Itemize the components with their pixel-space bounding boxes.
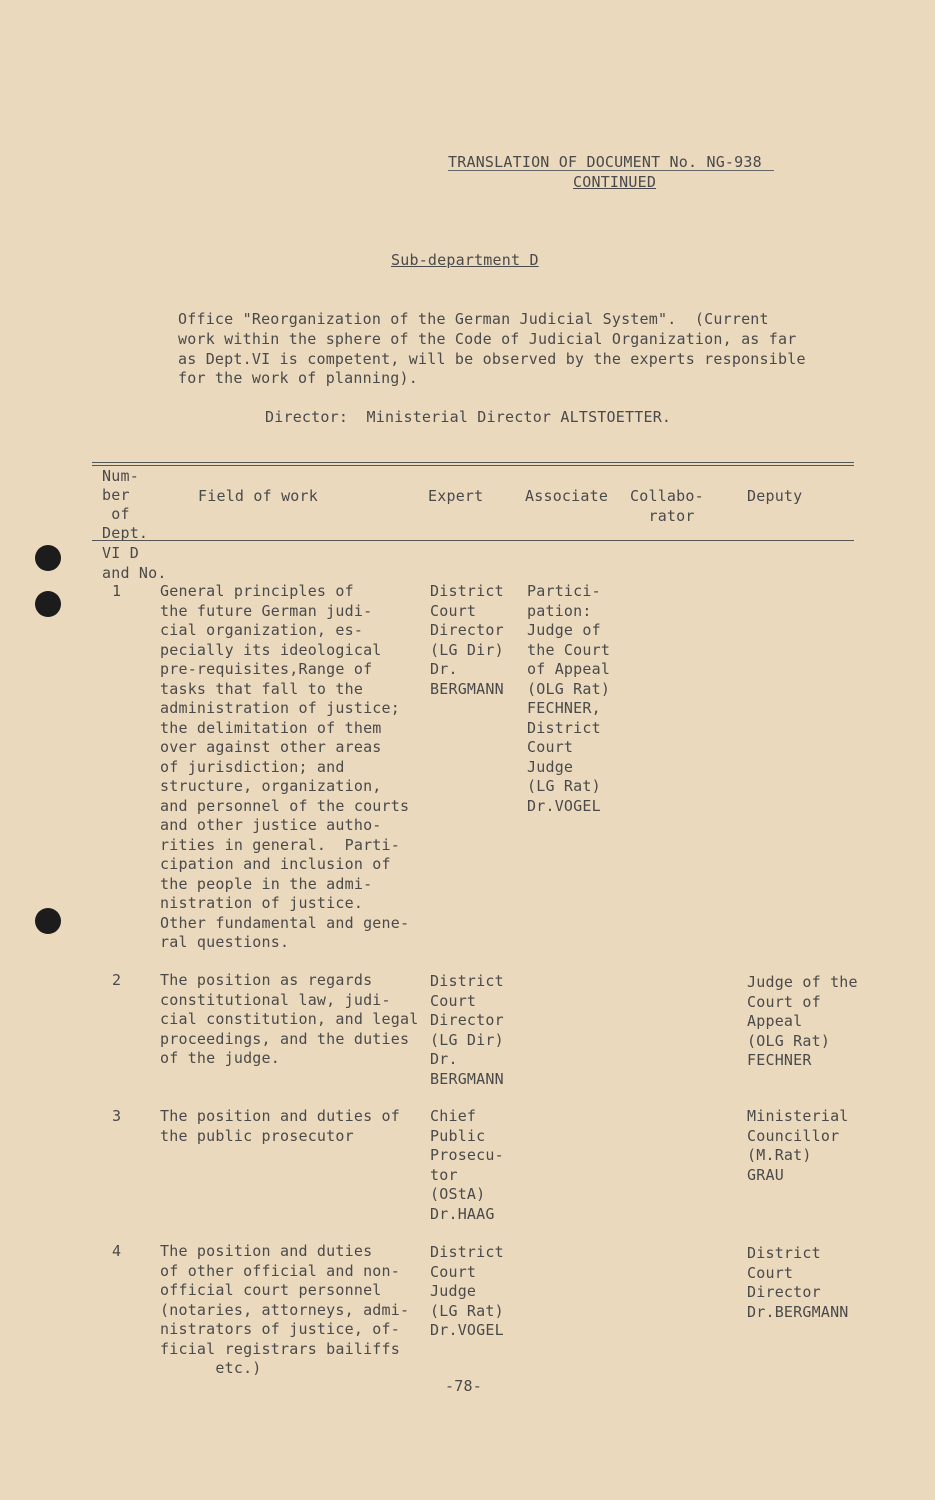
row-4-deputy: District Court Director Dr.BERGMANN [747, 1244, 849, 1321]
header-underline [448, 170, 774, 171]
row-2-field: The position as regards constitutional law, judi- cial constitution, and legal proceedings, and the duties of the judge. [160, 971, 419, 1067]
intro-line-4: for the work of planning). [178, 369, 418, 387]
row-1-expert: District Court Director (LG Dir) Dr. BERGMANN [430, 582, 504, 698]
subdepartment-title: Sub-department D [391, 251, 539, 269]
punch-hole-top [35, 545, 61, 571]
header-associate: Associate [525, 487, 609, 505]
row-4-expert: District Court Judge (LG Rat) Dr.VOGEL [430, 1243, 504, 1339]
intro-line-1: Office "Reorganization of the German Judicial System". (Current [178, 310, 769, 328]
row-3-field: The position and duties of the public prosecutor [160, 1107, 400, 1145]
continued-label: CONTINUED [573, 173, 657, 191]
header-collaborator: Collabo- rator [630, 487, 704, 525]
dept-label: VI D and No. [102, 544, 167, 582]
intro-line-2: work within the sphere of the Code of Judicial Organization, as far [178, 330, 797, 348]
translation-header: TRANSLATION OF DOCUMENT No. NG-938 [448, 153, 762, 171]
row-2-number: 2 [112, 971, 122, 989]
header-field: Field of work [198, 487, 318, 505]
row-4-field: The position and duties of other official and non- official court personnel (notaries, attorneys, admi- nistrators of justice, of- ficial registrars bailiffs etc.) [160, 1242, 410, 1377]
punch-hole-lower [35, 908, 61, 934]
header-deputy: Deputy [747, 487, 803, 505]
header-expert: Expert [428, 487, 484, 505]
row-3-deputy: Ministerial Councillor (M.Rat) GRAU [747, 1107, 849, 1184]
director-line: Director: Ministerial Director ALTSTOETTER. [265, 408, 672, 426]
row-1-associate: Partici- pation: Judge of the Court of Appeal (OLG Rat) FECHNER, District Court Judge (LG Rat) Dr.VOGEL [527, 582, 611, 815]
row-4-number: 4 [112, 1242, 122, 1260]
row-2-expert: District Court Director (LG Dir) Dr. BERGMANN [430, 972, 504, 1088]
table-top-rule [92, 462, 854, 463]
punch-hole-upper [35, 591, 61, 617]
table-top-rule-2 [92, 465, 854, 466]
table-header-rule [92, 540, 854, 541]
row-3-expert: Chief Public Prosecu- tor (OStA) Dr.HAAG [430, 1107, 504, 1223]
header-number: Num- ber of Dept. [102, 467, 149, 542]
intro-line-3: as Dept.VI is competent, will be observed by the experts responsible [178, 350, 806, 368]
row-1-number: 1 [112, 582, 122, 600]
row-1-field: General principles of the future German judi- cial organization, es- pecially its ideological pre-requisites,Range of tasks that fall to the administration of justice; the delimitation of them over against other areas of jurisdiction; and structure, organization, and personnel of the courts and other justice autho- rities in general. Parti- cipation and inclusion of the people in the admi- nistration of justice. Other fundamental and gene- ral questions. [160, 582, 410, 951]
page-number: -78- [445, 1377, 482, 1395]
row-2-deputy: Judge of the Court of Appeal (OLG Rat) FECHNER [747, 973, 858, 1069]
row-3-number: 3 [112, 1107, 122, 1125]
